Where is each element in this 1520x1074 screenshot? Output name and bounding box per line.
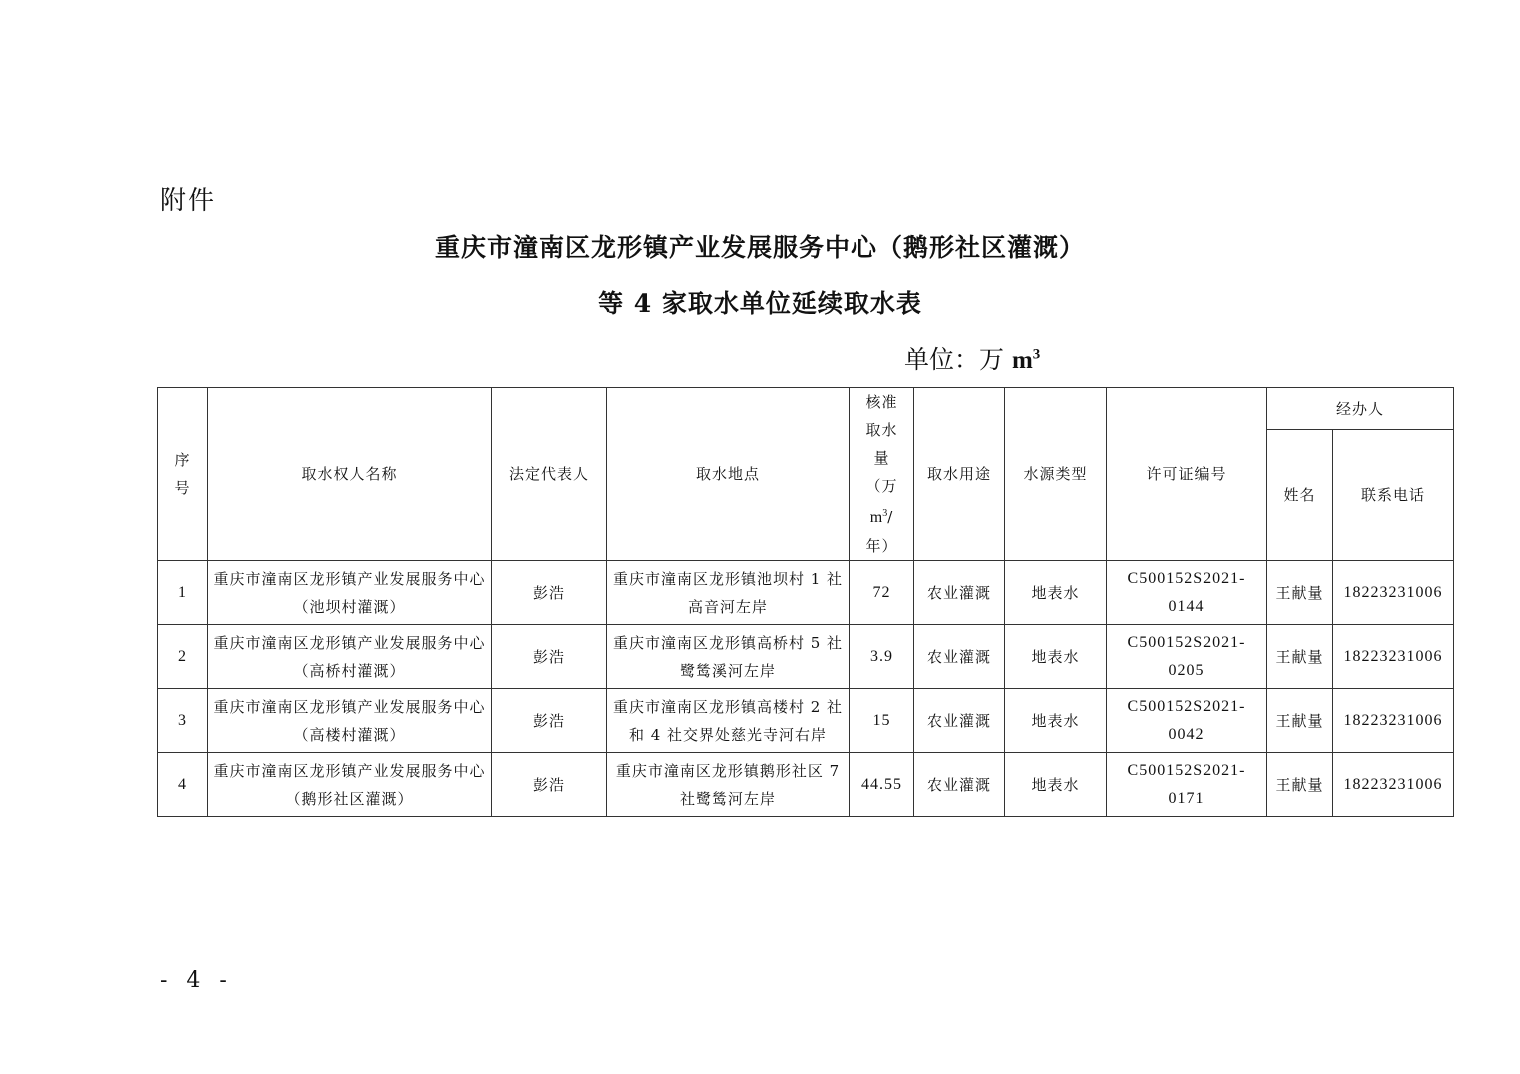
col-rep: 法定代表人 xyxy=(492,388,607,561)
cell-use: 农业灌溉 xyxy=(914,689,1005,753)
cell-phone: 18223231006 xyxy=(1333,753,1454,817)
unit-sup: 3 xyxy=(1032,346,1041,363)
cell-use: 农业灌溉 xyxy=(914,561,1005,625)
col-use: 取水用途 xyxy=(914,388,1005,561)
cell-seq: 2 xyxy=(158,625,208,689)
cell-source: 地表水 xyxy=(1005,625,1107,689)
cell-phone: 18223231006 xyxy=(1333,625,1454,689)
cell-seq: 4 xyxy=(158,753,208,817)
cell-seq: 3 xyxy=(158,689,208,753)
cell-license: C500152S2021-0171 xyxy=(1107,753,1267,817)
col-license: 许可证编号 xyxy=(1107,388,1267,561)
cell-rep: 彭浩 xyxy=(492,689,607,753)
cell-rep: 彭浩 xyxy=(492,753,607,817)
unit-m-text: m xyxy=(1011,347,1033,374)
cell-use: 农业灌溉 xyxy=(914,753,1005,817)
water-intake-table xyxy=(157,387,1454,817)
cell-use: 农业灌溉 xyxy=(914,625,1005,689)
annex-label: 附件 xyxy=(160,186,217,216)
cell-handler: 王献量 xyxy=(1267,753,1333,817)
col-handler: 经办人 xyxy=(1267,388,1454,430)
cell-phone: 18223231006 xyxy=(1333,561,1454,625)
col-name: 取水权人名称 xyxy=(208,388,492,561)
unit-m xyxy=(1012,347,1040,374)
cell-handler: 王献量 xyxy=(1267,689,1333,753)
header-row-1 xyxy=(158,388,1454,430)
cell-name: 重庆市潼南区龙形镇产业发展服务中心（鹅形社区灌溉） xyxy=(208,753,492,817)
table-row xyxy=(158,561,1454,625)
cell-location: 重庆市潼南区龙形镇池坝村 1 社高音河左岸 xyxy=(607,561,850,625)
table-row xyxy=(158,753,1454,817)
cell-name: 重庆市潼南区龙形镇产业发展服务中心（高楼村灌溉） xyxy=(208,689,492,753)
cell-amount: 44.55 xyxy=(850,753,914,817)
document-title-line2: 等 4 家取水单位延续取水表 xyxy=(598,289,922,318)
cell-license: C500152S2021-0205 xyxy=(1107,625,1267,689)
cell-location: 重庆市潼南区龙形镇鹅形社区 7 社鹭鸶河左岸 xyxy=(607,753,850,817)
cell-license: C500152S2021-0144 xyxy=(1107,561,1267,625)
col-source: 水源类型 xyxy=(1005,388,1107,561)
cell-name: 重庆市潼南区龙形镇产业发展服务中心（池坝村灌溉） xyxy=(208,561,492,625)
cell-phone: 18223231006 xyxy=(1333,689,1454,753)
col-location: 取水地点 xyxy=(607,388,850,561)
table-row xyxy=(158,625,1454,689)
col-handler-phone: 联系电话 xyxy=(1333,430,1454,561)
cell-handler: 王献量 xyxy=(1267,561,1333,625)
col-seq: 序号 xyxy=(158,388,208,561)
cell-seq: 1 xyxy=(158,561,208,625)
cell-handler: 王献量 xyxy=(1267,625,1333,689)
document-title-line1: 重庆市潼南区龙形镇产业发展服务中心（鹅形社区灌溉） xyxy=(434,233,1085,262)
cell-rep: 彭浩 xyxy=(492,561,607,625)
col-amount xyxy=(850,388,914,561)
cell-amount: 3.9 xyxy=(850,625,914,689)
cell-name: 重庆市潼南区龙形镇产业发展服务中心（高桥村灌溉） xyxy=(208,625,492,689)
unit-label xyxy=(904,340,1040,376)
table-row xyxy=(158,689,1454,753)
cell-source: 地表水 xyxy=(1005,753,1107,817)
cell-location: 重庆市潼南区龙形镇高楼村 2 社和 4 社交界处慈光寺河右岸 xyxy=(607,689,850,753)
col-amount-label: 核准取水量（万$m^3/$年） xyxy=(865,393,898,555)
unit-prefix: 单位：万 xyxy=(904,345,1012,374)
cell-source: 地表水 xyxy=(1005,689,1107,753)
cell-source: 地表水 xyxy=(1005,561,1107,625)
cell-license: C500152S2021-0042 xyxy=(1107,689,1267,753)
cell-location: 重庆市潼南区龙形镇高桥村 5 社鹭鸶溪河左岸 xyxy=(607,625,850,689)
page-number: - 4 - xyxy=(160,968,233,993)
col-handler-name: 姓名 xyxy=(1267,430,1333,561)
cell-rep: 彭浩 xyxy=(492,625,607,689)
cell-amount: 72 xyxy=(850,561,914,625)
cell-amount: 15 xyxy=(850,689,914,753)
